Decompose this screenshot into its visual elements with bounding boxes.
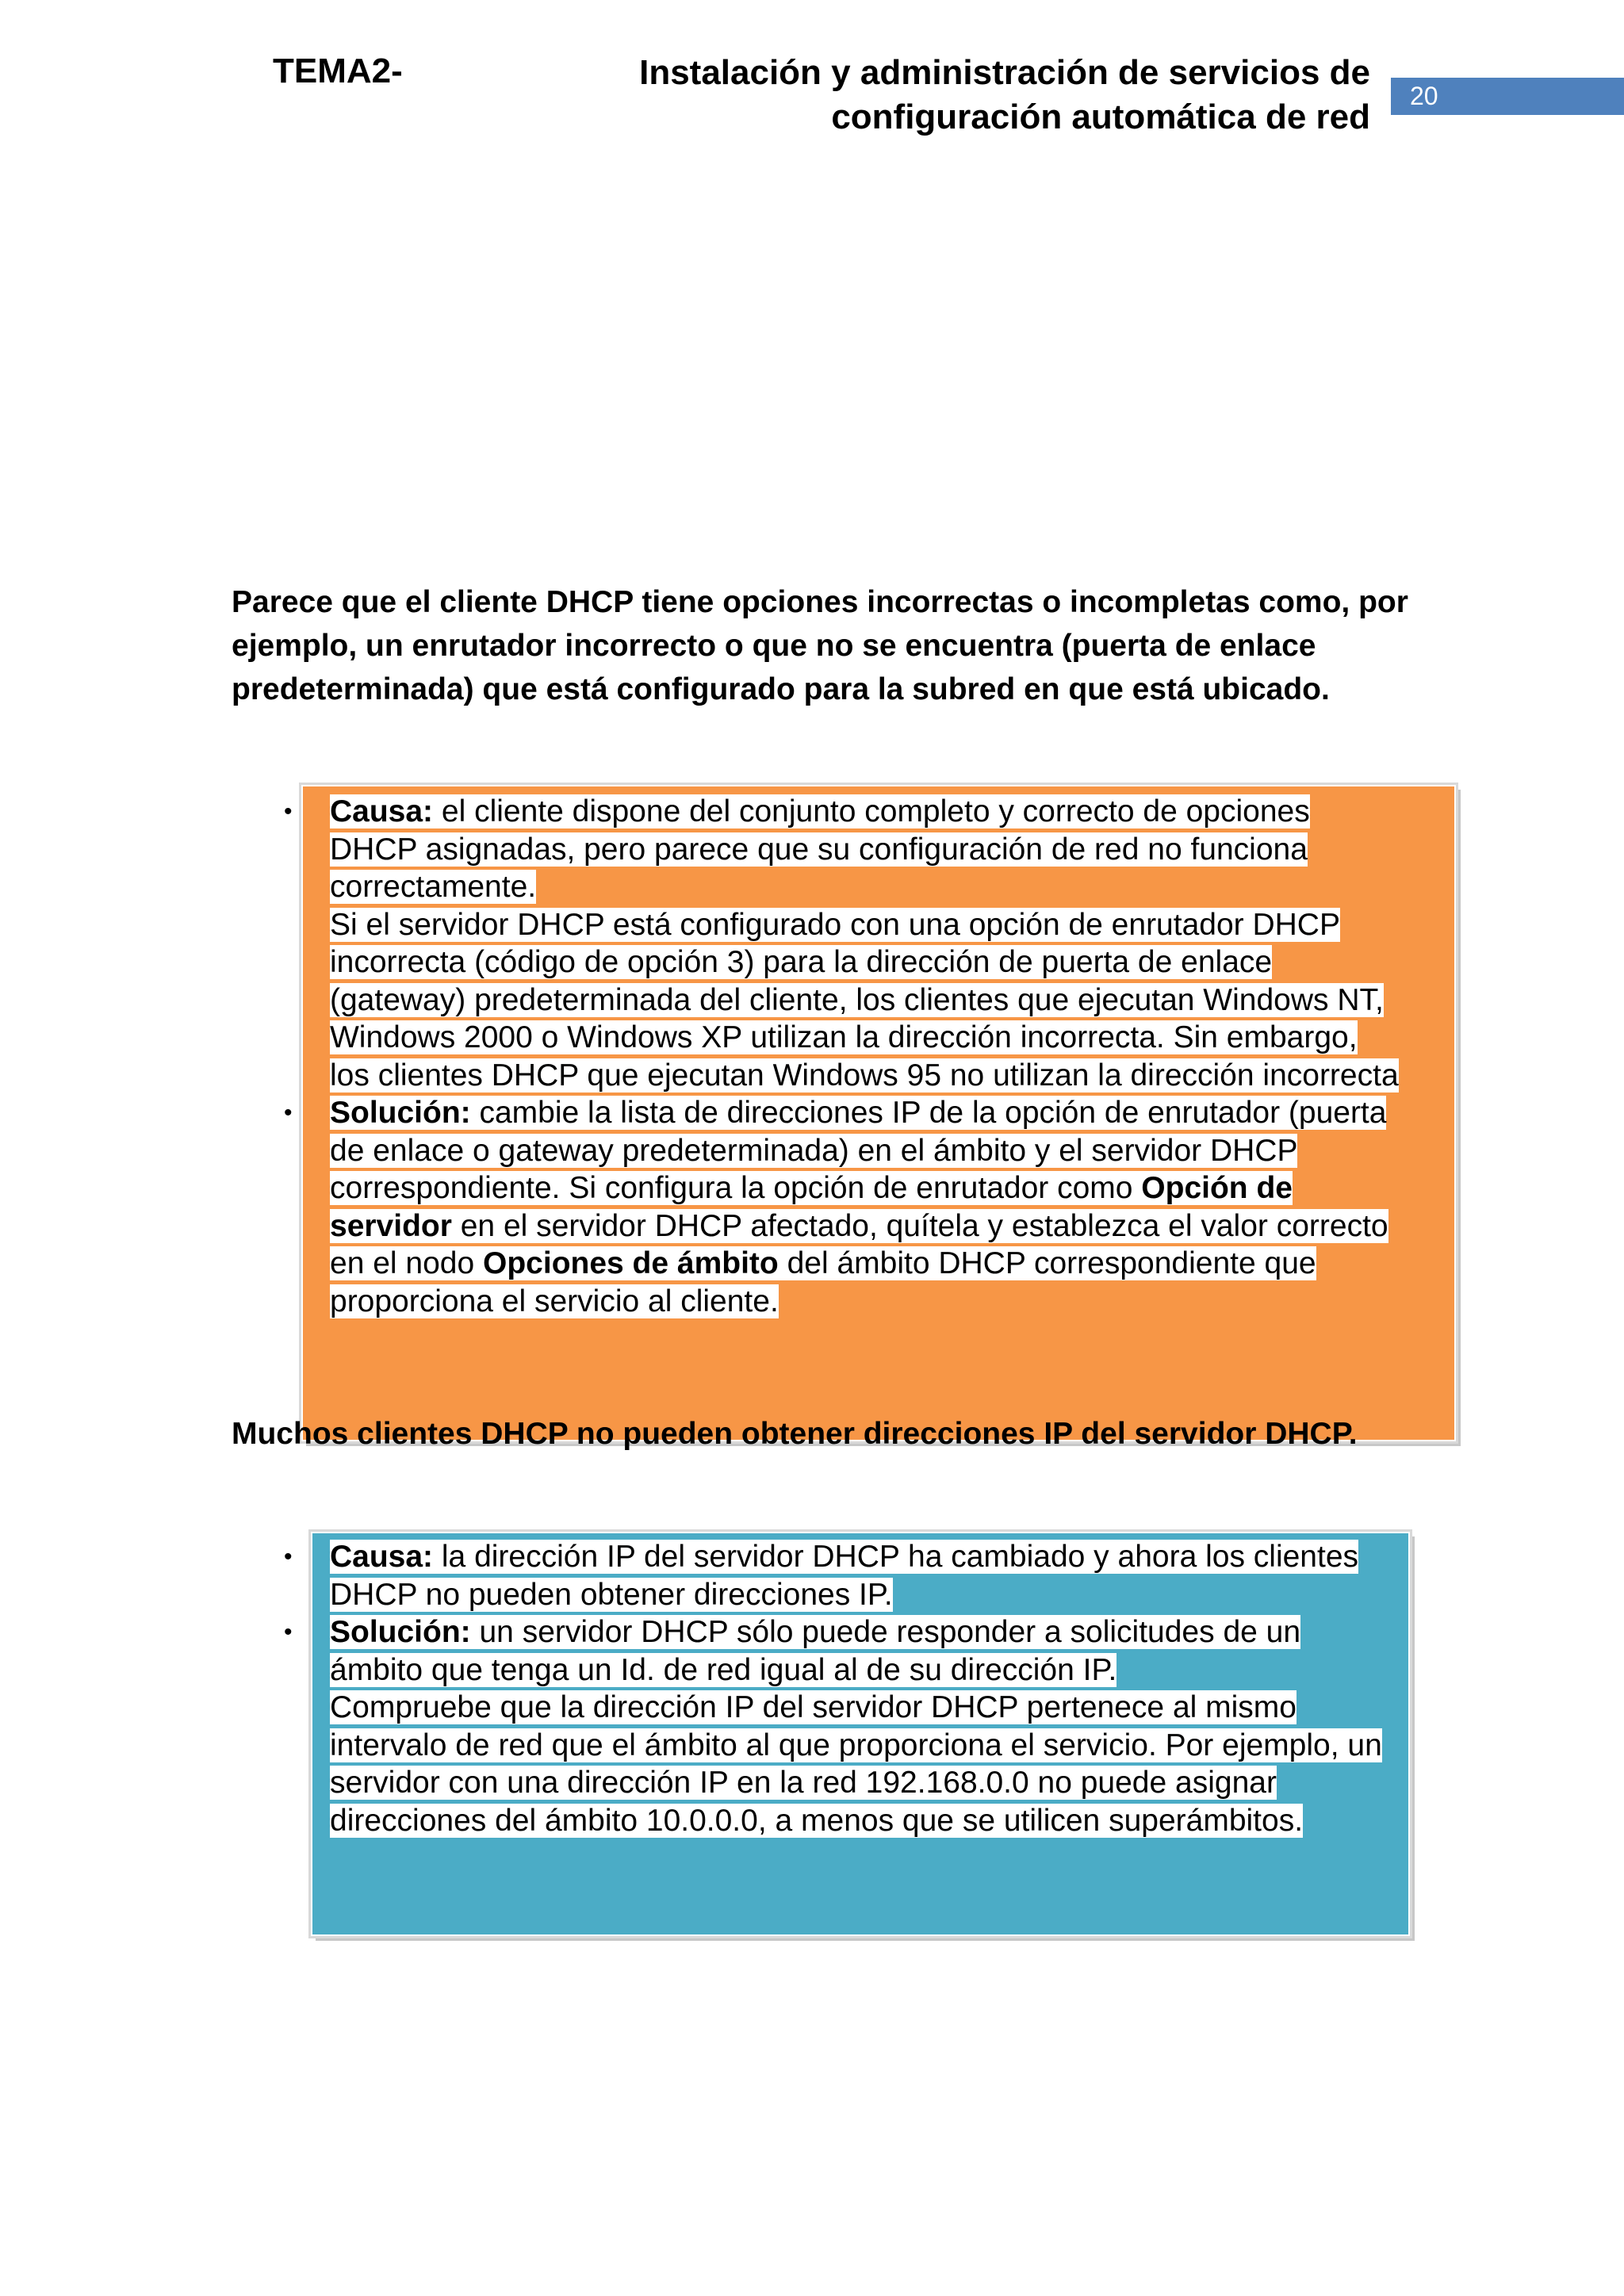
section1-cause-item bbox=[273, 793, 1399, 1094]
section2-cause-text bbox=[330, 1540, 1358, 1612]
cause-body: el cliente dispone del conjunto completo y correcto de opciones DHCP asignadas, pero parece que su configuración de red no funciona correctamente. bbox=[330, 794, 1310, 904]
section1-solution-item bbox=[273, 1094, 1399, 1320]
cause-body: la dirección IP del servidor DHCP ha cambiado y ahora los clientes DHCP no pueden obtener direcciones IP. bbox=[330, 1540, 1359, 1612]
section1-cause-text bbox=[330, 794, 1310, 904]
bullet-icon: • bbox=[284, 1544, 293, 1570]
header-title: Instalación y administración de servicios de configuración automática de red bbox=[639, 53, 1370, 136]
header-topic: TEMA2- bbox=[273, 52, 403, 90]
section1-list bbox=[273, 793, 1399, 1320]
section2-solution-item bbox=[273, 1613, 1399, 1839]
solution-bold-server-option: Opción de servidor bbox=[330, 1171, 1293, 1243]
solution-body-c: del ámbito DHCP correspondiente que proporciona el servicio al cliente. bbox=[330, 1246, 1316, 1318]
solution-bold-scope-options: Opciones de ámbito bbox=[483, 1246, 779, 1280]
solution-label: Solución: bbox=[330, 1096, 471, 1130]
section2-list bbox=[273, 1538, 1399, 1839]
section2-heading: Muchos clientes DHCP no pueden obtener direcciones IP del servidor DHCP. bbox=[232, 1417, 1358, 1451]
solution-body: un servidor DHCP sólo puede responder a solicitudes de un ámbito que tenga un Id. de red igual al de su dirección IP. bbox=[330, 1615, 1301, 1687]
solution-label: Solución: bbox=[330, 1615, 471, 1649]
bullet-icon: • bbox=[284, 798, 293, 825]
section2-solution-text2: Compruebe que la dirección IP del servidor DHCP pertenece al mismo intervalo de red que el ámbito al que proporciona el servicio. Por ejemplo, un servidor con una dirección IP en la red 192.168.0.0 no puede asignar direcciones del ámbito 10.0.0.0, a menos que se utilicen superámbitos. bbox=[330, 1690, 1382, 1838]
section1-cause-text2: Si el servidor DHCP está configurado con una opción de enrutador DHCP incorrecta (código de opción 3) para la dirección de puerta de enlace (gateway) predeterminada del cliente, los clientes que ejecutan Windows NT, Windows 2000 o Windows XP utilizan la dirección incorrecta. Sin embargo, los clientes DHCP que ejecutan Windows 95 no utilizan la dirección incorrecta bbox=[330, 907, 1399, 1093]
section2-cause-item bbox=[273, 1538, 1399, 1613]
cause-label: Causa: bbox=[330, 1540, 434, 1574]
bullet-icon: • bbox=[284, 1100, 293, 1126]
page-number: 20 bbox=[1391, 78, 1624, 115]
bullet-icon: • bbox=[284, 1619, 293, 1645]
cause-label: Causa: bbox=[330, 794, 434, 828]
solution-body-a: cambie la lista de direcciones IP de la opción de enrutador (puerta de enlace o gateway predeterminada) en el ámbito y el servidor DHCP correspondiente. Si configura la opción de enrutador como bbox=[330, 1096, 1387, 1205]
section1-solution-text bbox=[330, 1096, 1388, 1318]
solution-body-b: en el servidor DHCP afectado, quítela y establezca el valor correcto en el nodo bbox=[330, 1208, 1388, 1280]
section2-solution-text bbox=[330, 1615, 1300, 1687]
section1-heading: Parece que el cliente DHCP tiene opciones incorrectas o incompletas como, por ejemplo, un enrutador incorrecto o que no se encuentra (puerta de enlace predeterminada) que está configurado para la subred en que está ubicado. bbox=[232, 585, 1408, 706]
